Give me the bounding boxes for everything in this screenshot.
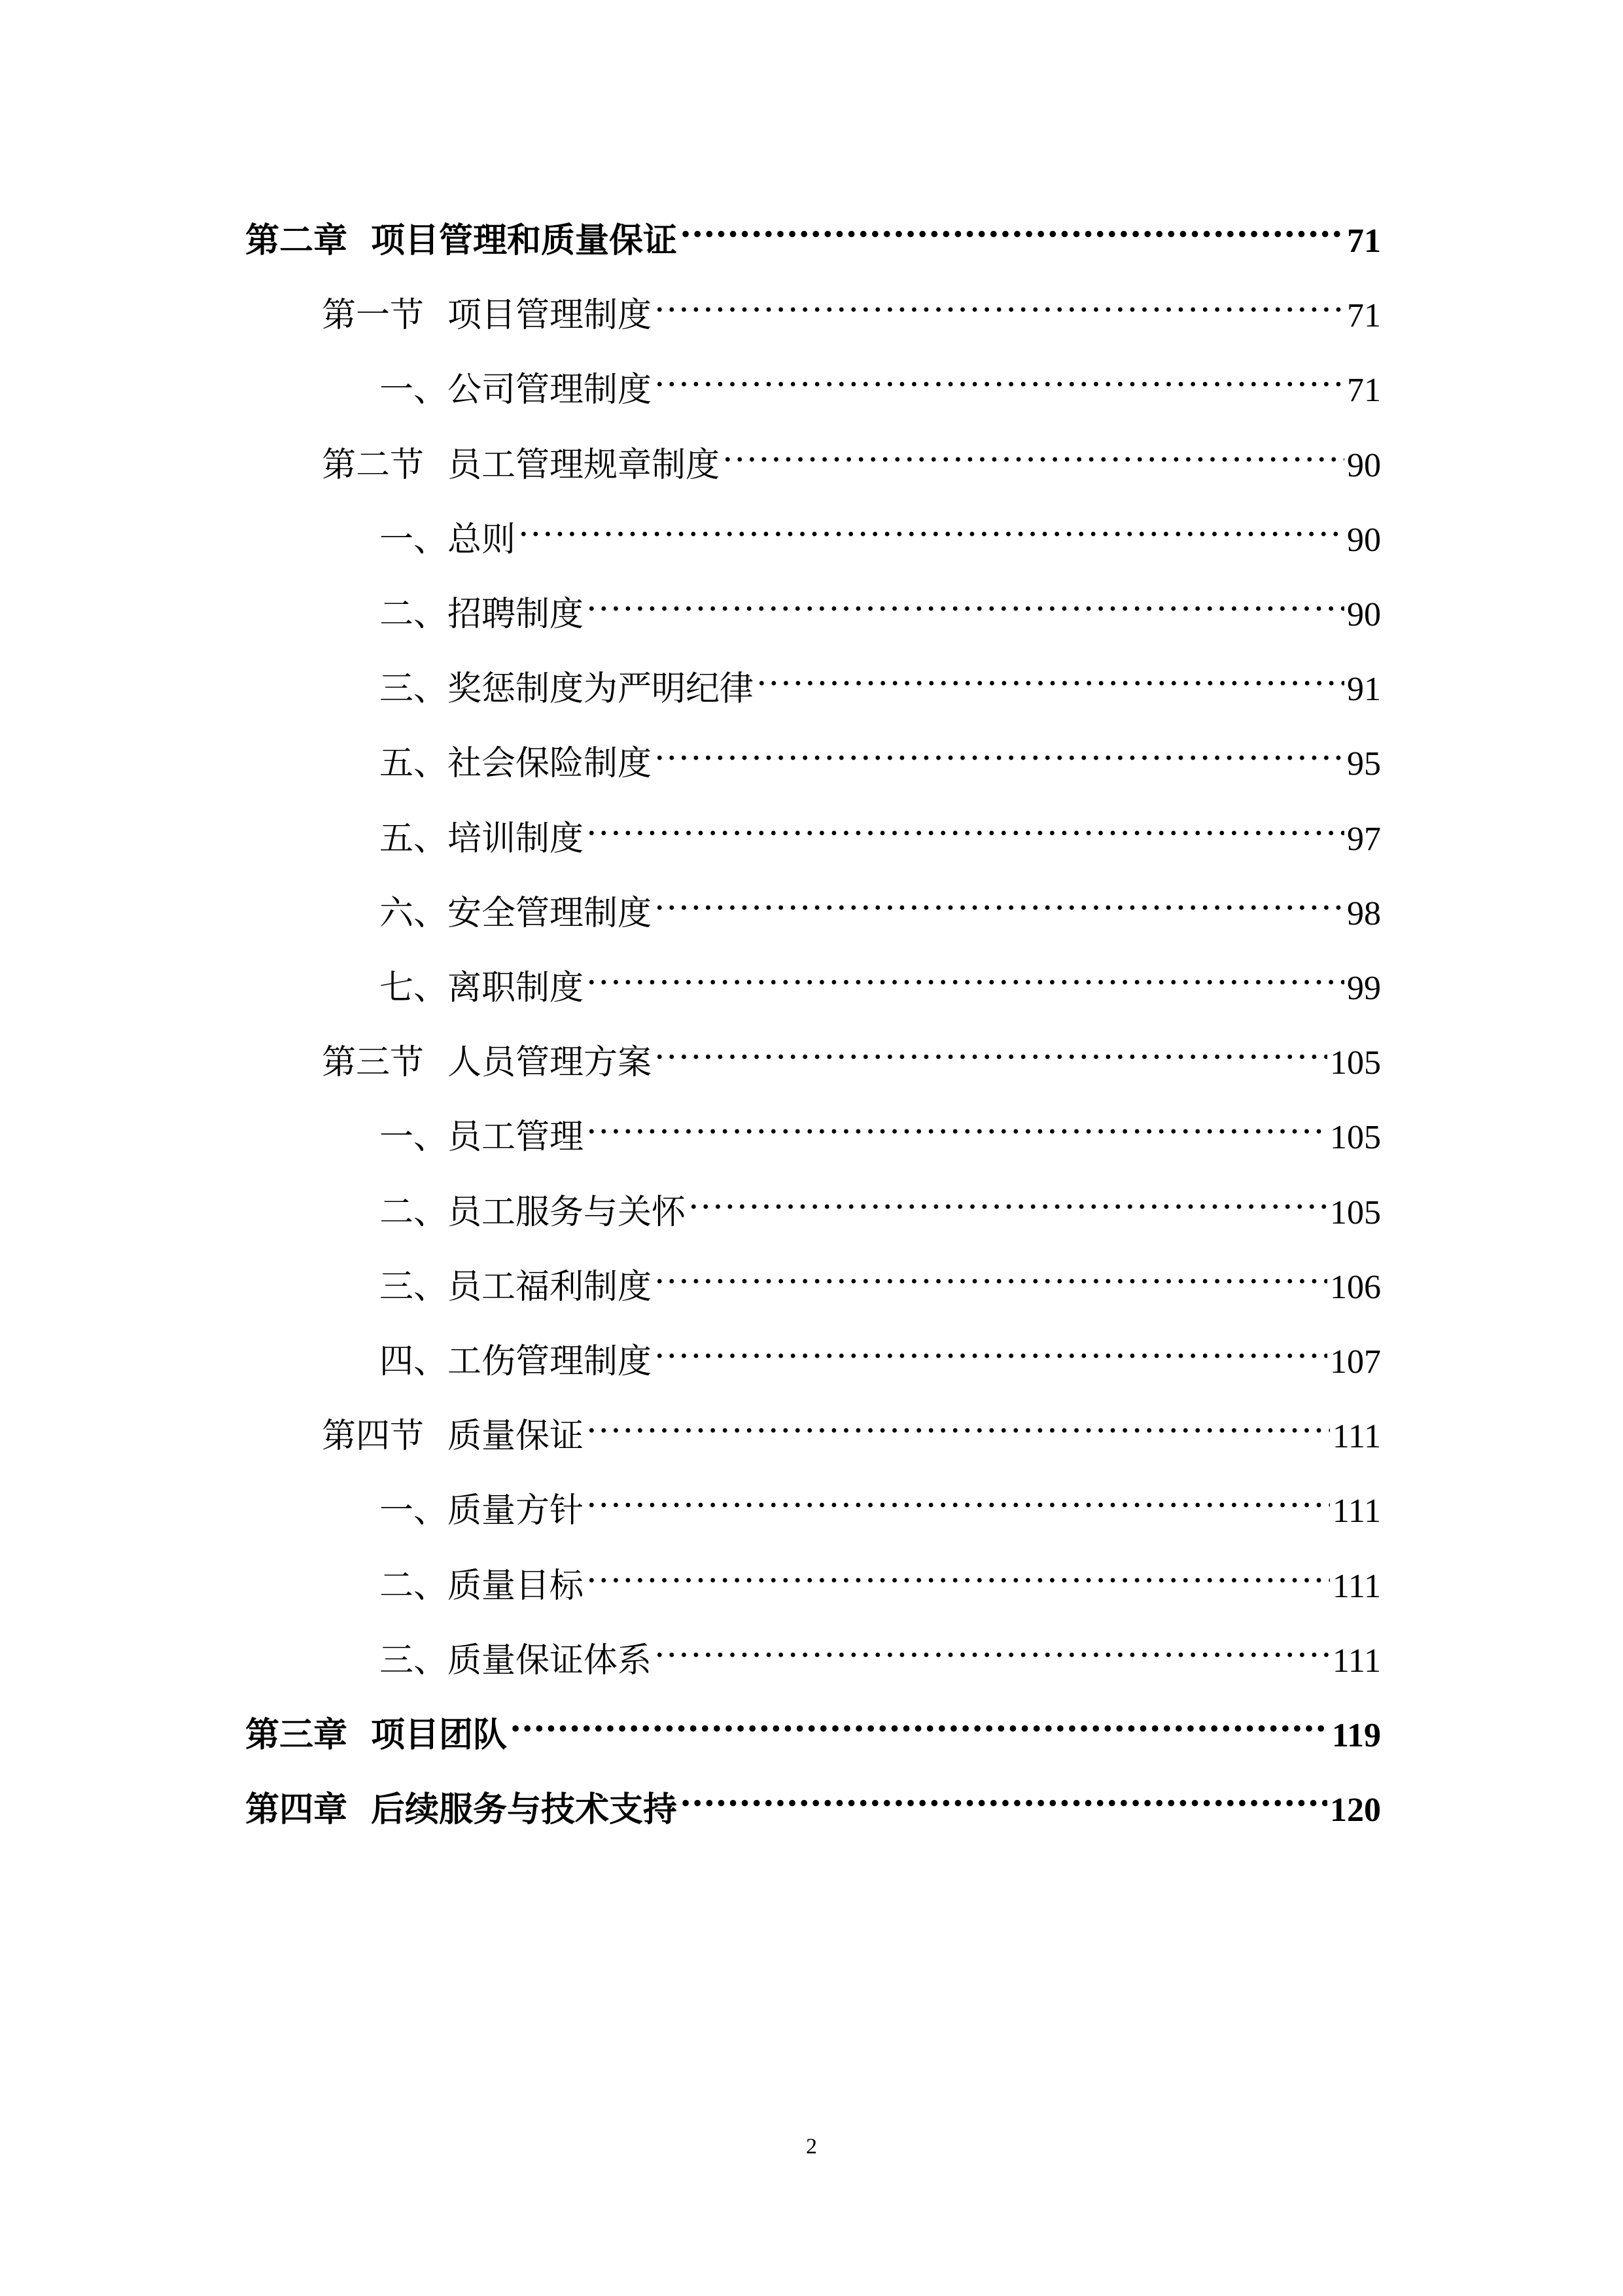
toc-entry-page: 120 <box>1330 1792 1381 1829</box>
toc-entry-prefix: 五、 <box>379 819 448 858</box>
toc-entry-page: 105 <box>1330 1194 1381 1231</box>
toc-dot-leader <box>586 1096 1327 1148</box>
toc-entry-title <box>322 1036 652 1089</box>
toc-entry-page: 105 <box>1330 1044 1381 1082</box>
toc-dot-leader <box>654 1320 1327 1373</box>
toc-entry-page: 90 <box>1347 447 1381 484</box>
toc-entry-prefix: 二、 <box>379 1193 448 1232</box>
toc-entry-prefix: 第四节 <box>322 1417 425 1456</box>
toc-entry-page: 90 <box>1347 521 1381 559</box>
toc-entry-page: 119 <box>1331 1717 1381 1754</box>
toc-entry-text: 总则 <box>447 520 516 559</box>
toc-entry-title <box>379 663 754 715</box>
toc-entry-prefix: 第三章 <box>245 1715 348 1755</box>
toc-dot-leader <box>654 872 1344 925</box>
toc-entry-page: 90 <box>1347 596 1381 633</box>
toc-entry-text: 招聘制度 <box>447 595 584 634</box>
toc-entry[interactable] <box>379 798 1381 858</box>
toc-entry-page: 107 <box>1330 1343 1381 1381</box>
toc-entry-prefix: 三、 <box>379 1267 448 1307</box>
toc-entry-prefix: 三、 <box>379 669 448 709</box>
toc-entry-prefix: 第一节 <box>322 296 425 335</box>
toc-entry[interactable] <box>245 200 1381 260</box>
toc-dot-leader <box>586 947 1344 999</box>
toc-entry-text: 离职制度 <box>447 968 584 1008</box>
toc-entry-text: 工伤管理制度 <box>447 1342 652 1381</box>
toc-entry-title <box>379 1186 686 1239</box>
toc-entry-title <box>379 887 652 940</box>
toc-dot-leader <box>654 722 1344 775</box>
toc-entry-prefix: 一、 <box>379 370 448 410</box>
toc-entry-text: 奖惩制度为严明纪律 <box>447 669 754 709</box>
toc-entry-title <box>245 1784 677 1836</box>
toc-entry[interactable] <box>322 274 1381 335</box>
toc-entry-prefix: 第二节 <box>322 446 425 485</box>
toc-entry[interactable] <box>379 1619 1381 1680</box>
toc-entry[interactable] <box>379 1545 1381 1606</box>
toc-entry-page: 95 <box>1347 745 1381 783</box>
toc-dot-leader <box>586 798 1344 850</box>
toc-entry-prefix: 一、 <box>379 520 448 559</box>
toc-entry[interactable] <box>379 648 1381 709</box>
toc-entry-text: 员工管理规章制度 <box>447 446 720 485</box>
toc-entry[interactable] <box>379 1320 1381 1381</box>
toc-entry[interactable] <box>379 1246 1381 1307</box>
toc-entry[interactable] <box>245 1694 1381 1755</box>
toc-entry-prefix: 第二章 <box>245 221 348 260</box>
toc-entry[interactable] <box>379 1096 1381 1157</box>
toc-entry-title <box>322 1410 584 1462</box>
toc-entry-text: 质量方针 <box>447 1491 584 1530</box>
toc-entry-title <box>379 1261 652 1313</box>
toc-entry-title <box>379 588 584 641</box>
toc-entry-title <box>379 364 652 416</box>
toc-entry-text: 员工管理 <box>447 1118 584 1157</box>
toc-dot-leader <box>722 424 1344 476</box>
toc-dot-leader <box>586 1395 1330 1447</box>
toc-entry[interactable] <box>379 947 1381 1008</box>
toc-dot-leader <box>518 499 1344 551</box>
toc-entry-prefix: 七、 <box>379 968 448 1008</box>
toc-entry-text: 社会保险制度 <box>447 744 652 783</box>
toc-dot-leader <box>654 349 1344 401</box>
toc-entry-prefix: 第三节 <box>322 1043 425 1082</box>
toc-entry-text: 项目管理和质量保证 <box>371 221 678 260</box>
toc-entry[interactable] <box>379 1470 1381 1530</box>
toc-dot-leader <box>680 200 1344 252</box>
toc-entry-prefix: 三、 <box>379 1641 448 1680</box>
toc-entry-text: 质量保证 <box>447 1417 584 1456</box>
toc-entry-title <box>379 1634 652 1687</box>
toc-entry-title <box>379 1335 652 1388</box>
toc-entry[interactable] <box>379 573 1381 634</box>
toc-dot-leader <box>654 1021 1327 1074</box>
toc-entry[interactable] <box>379 872 1381 933</box>
toc-entry-text: 培训制度 <box>447 819 584 858</box>
toc-entry-title <box>379 813 584 865</box>
toc-entry-prefix: 第四章 <box>245 1790 348 1829</box>
toc-entry[interactable] <box>322 1395 1381 1456</box>
toc-entry-prefix: 四、 <box>379 1342 448 1381</box>
toc-entry[interactable] <box>379 499 1381 559</box>
toc-entry-title <box>322 439 720 491</box>
toc-entry[interactable] <box>379 349 1381 410</box>
toc-entry-text: 质量目标 <box>447 1566 584 1606</box>
toc-entry-prefix: 二、 <box>379 1566 448 1606</box>
toc-entry-prefix: 二、 <box>379 595 448 634</box>
toc-entry-page: 71 <box>1347 297 1381 334</box>
toc-entry-page: 106 <box>1330 1269 1381 1306</box>
toc-entry-title <box>379 1560 584 1612</box>
toc-entry-title <box>379 1111 584 1163</box>
toc-entry-title <box>379 962 584 1014</box>
toc-entry-text: 人员管理方案 <box>447 1043 652 1082</box>
toc-entry-prefix: 五、 <box>379 744 448 783</box>
toc-entry-text: 项目团队 <box>371 1715 508 1755</box>
toc-entry[interactable] <box>245 1769 1381 1829</box>
toc-entry-page: 105 <box>1330 1119 1381 1156</box>
toc-entry[interactable] <box>322 1021 1381 1082</box>
toc-entry-prefix: 一、 <box>379 1491 448 1530</box>
toc-entry-page: 99 <box>1347 970 1381 1007</box>
toc-dot-leader <box>654 1246 1327 1298</box>
toc-dot-leader <box>756 648 1344 700</box>
toc-entry-prefix: 六、 <box>379 894 448 933</box>
toc-entry-page: 111 <box>1332 1642 1381 1680</box>
toc-entry-text: 后续服务与技术支持 <box>371 1790 678 1829</box>
toc-entry-page: 97 <box>1347 821 1381 858</box>
toc-dot-leader <box>586 1470 1330 1522</box>
toc-entry-title <box>379 737 652 790</box>
toc-entry-page: 91 <box>1347 671 1381 708</box>
toc-entry-page: 111 <box>1332 1492 1381 1530</box>
toc-entry[interactable] <box>379 1171 1381 1232</box>
toc-entry-title <box>322 289 652 342</box>
toc-entry-prefix: 一、 <box>379 1118 448 1157</box>
toc-dot-leader <box>654 1619 1330 1672</box>
toc-dot-leader <box>680 1769 1327 1821</box>
toc-entry-text: 安全管理制度 <box>447 894 652 933</box>
toc-dot-leader <box>510 1694 1329 1746</box>
toc-dot-leader <box>586 573 1344 626</box>
toc-entry-title <box>379 514 515 566</box>
toc-entry-page: 111 <box>1332 1418 1381 1455</box>
toc-entry-page: 71 <box>1347 222 1381 260</box>
toc-entry-text: 质量保证体系 <box>447 1641 652 1680</box>
toc-entry-title <box>379 1485 584 1537</box>
toc-entry-text: 员工服务与关怀 <box>447 1193 686 1232</box>
toc-dot-leader <box>654 274 1344 327</box>
toc-entry-text: 员工福利制度 <box>447 1267 652 1307</box>
toc-entry-text: 公司管理制度 <box>447 370 652 410</box>
toc-dot-leader <box>688 1171 1327 1224</box>
toc-entry-title <box>245 215 677 267</box>
toc-entry[interactable] <box>379 722 1381 783</box>
toc-entry-page: 98 <box>1347 895 1381 932</box>
toc-entry-text: 项目管理制度 <box>447 296 652 335</box>
toc-dot-leader <box>586 1545 1330 1597</box>
toc-entry-page: 71 <box>1347 372 1381 409</box>
toc-entry[interactable] <box>322 424 1381 485</box>
toc-entry-page: 111 <box>1332 1568 1381 1605</box>
page-number: 2 <box>806 2134 817 2159</box>
toc-entry-title <box>245 1709 507 1761</box>
